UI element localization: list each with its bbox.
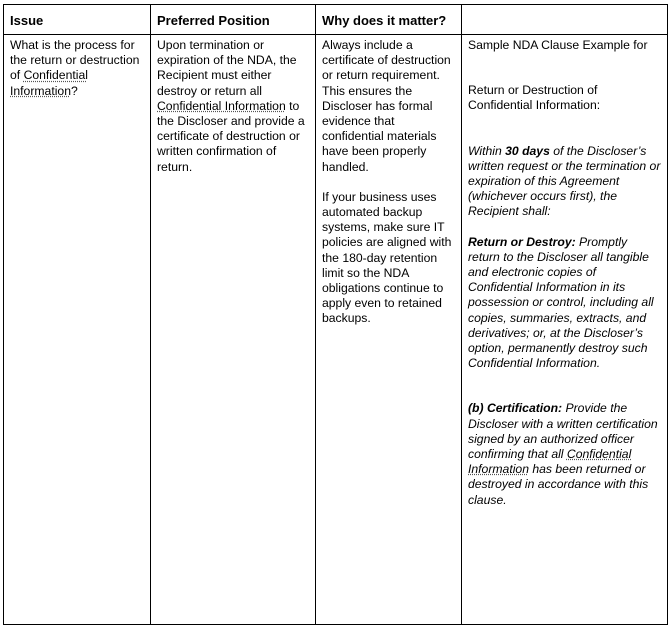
cell-sample-clause bbox=[462, 35, 668, 625]
sample-clause-a-text: Promptly return to the Discloser all tangible and electronic copies of Confidential Information in its possession or control, including all copies, summaries, extracts, and derivatives; or, at the Discloser’s option, permanently destroy such Confidential Information. bbox=[468, 234, 654, 371]
header-preferred-position: Preferred Position bbox=[151, 5, 316, 35]
cell-why-it-matters bbox=[316, 35, 462, 625]
header-issue: Issue bbox=[4, 5, 151, 35]
issue-text: What is the process for the return or destruction of bbox=[10, 38, 140, 83]
issue-confidential-info-term: Confidential Information bbox=[10, 68, 88, 98]
header-sample-clause bbox=[462, 5, 668, 35]
cell-preferred-position bbox=[151, 35, 316, 625]
sample-confidential-info-term: Confidential Information bbox=[468, 447, 632, 477]
nda-comparison-table bbox=[3, 4, 668, 625]
header-row bbox=[4, 5, 668, 35]
header-why-it-matters: Why does it matter? bbox=[316, 5, 462, 35]
sample-title: Sample NDA Clause Example for bbox=[468, 38, 648, 52]
preferred-confidential-info-term: Confidential Information bbox=[157, 98, 286, 113]
why-paragraph-1: Always include a certificate of destruction or return requirement. This ensures the Discloser has formal evidence that confidential materials have been properly handled. bbox=[322, 38, 451, 174]
sample-subtitle: Return or Destruction of Confidential Information: bbox=[468, 83, 601, 113]
sample-clause-b bbox=[468, 401, 661, 507]
sample-clause-b-text: Provide the Discloser with a written certification signed by an authorized officer confirming that all bbox=[468, 401, 658, 462]
sample-intro-before: Within bbox=[468, 143, 506, 158]
preferred-text-end: to the Discloser and provide a certificate of destruction or written confirmation of return. bbox=[157, 98, 305, 174]
sample-clause-a-label: Return or Destroy: bbox=[468, 234, 576, 249]
comparison-table-container bbox=[3, 4, 668, 625]
issue-question-mark: ? bbox=[70, 83, 78, 98]
sample-intro-after: of the Discloser’s written request or the termination or expiration of this Agreement (whichever occurs first), the Recipient shall: bbox=[468, 143, 661, 219]
sample-clause-b-label: (b) Certification: bbox=[468, 401, 563, 416]
table-row bbox=[4, 35, 668, 625]
sample-clause-b-text-end: has been returned or destroyed in accordance with this clause. bbox=[468, 462, 649, 507]
sample-clause-a bbox=[468, 235, 661, 372]
sample-intro bbox=[468, 144, 661, 220]
why-paragraph-2: If your business uses automated backup systems, make sure IT policies are aligned with the 180-day retention limit so the NDA obligations continue to apply even to retained backups. bbox=[322, 189, 452, 326]
preferred-text: Upon termination or expiration of the NDA, the Recipient must either destroy or return all bbox=[157, 38, 297, 98]
sample-intro-days: 30 days bbox=[505, 143, 550, 158]
cell-issue bbox=[4, 35, 151, 625]
